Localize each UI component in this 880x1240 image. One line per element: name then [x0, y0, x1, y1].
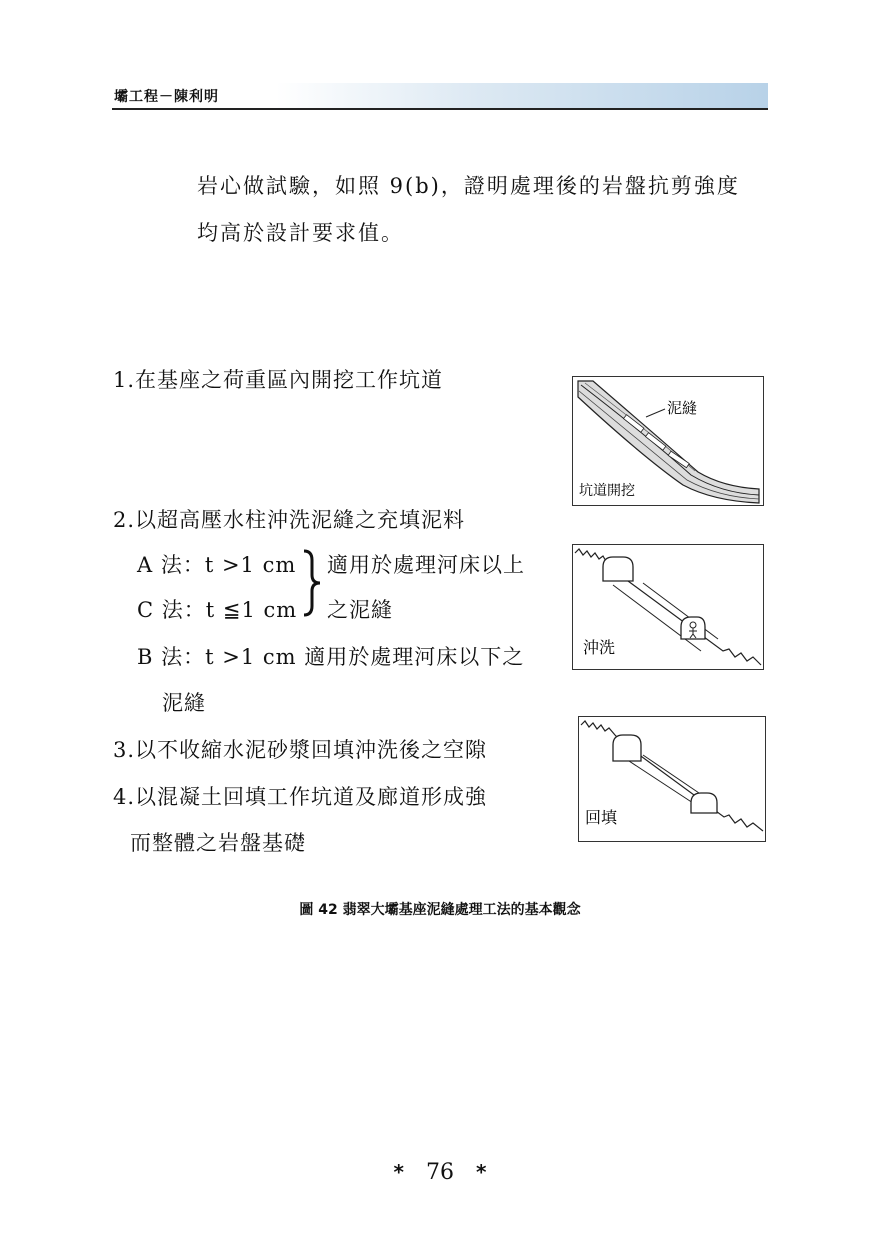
page-footer	[0, 1160, 880, 1185]
intro-line-1: 岩心做試驗，如照 9(b)，證明處理後的岩盤抗剪強度	[197, 174, 740, 198]
figure-backfill	[578, 716, 766, 842]
method-a: A 法：t >1 cm	[137, 553, 297, 577]
brace-note-1: 適用於處理河床以上	[327, 553, 525, 577]
page-number: 76	[426, 1160, 454, 1185]
footer-star-right: *	[476, 1160, 487, 1184]
label-clay-seam: 泥縫	[667, 399, 698, 417]
figure-flushing	[572, 544, 764, 670]
method-c: C 法：t ≦1 cm	[137, 598, 298, 622]
brace-note-2: 之泥縫	[327, 598, 393, 622]
method-b-continued: 泥縫	[162, 691, 206, 715]
step-4-continued: 而整體之岩盤基礎	[130, 831, 306, 855]
label-flush: 沖洗	[583, 638, 616, 657]
step-2: 2.以超高壓水柱沖洗泥縫之充填泥料	[113, 508, 466, 532]
intro-line-2: 均高於設計要求值。	[197, 221, 404, 245]
curly-brace-icon	[298, 548, 324, 618]
label-backfill: 回填	[585, 808, 618, 827]
figure-caption: 圖 42 翡翠大壩基座泥縫處理工法的基本觀念	[299, 902, 581, 918]
label-tunnel-excavation: 坑道開挖	[579, 483, 635, 499]
header-title: 壩工程－陳利明	[114, 89, 219, 105]
method-b: B 法：t >1 cm 適用於處理河床以下之	[137, 645, 525, 669]
running-header	[112, 83, 768, 110]
step-3: 3.以不收縮水泥砂漿回填沖洗後之空隙	[113, 738, 488, 762]
step-1: 1.在基座之荷重區內開挖工作坑道	[113, 368, 444, 392]
step-4: 4.以混凝土回填工作坑道及廊道形成強	[113, 785, 488, 809]
footer-star-left: *	[393, 1160, 404, 1184]
figure-tunnel-excavation	[572, 376, 764, 506]
